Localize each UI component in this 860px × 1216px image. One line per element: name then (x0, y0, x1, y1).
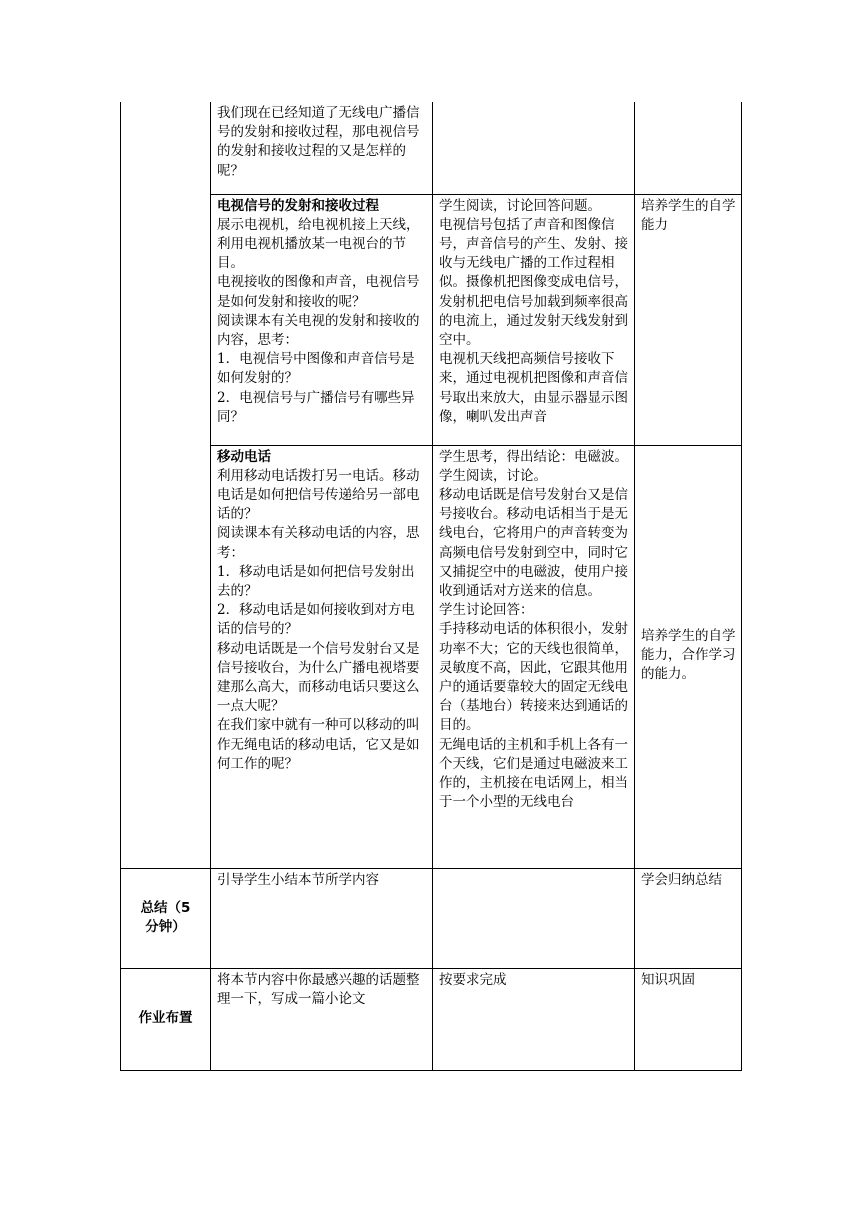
teacher-text: 1．移动电话是如何把信号发射出去的？ (217, 563, 415, 599)
teacher-text: 我们现在已经知道了无线电广播信号的发射和接收过程，那电视信号的发射和接收过程的又是怎样的呢？ (217, 105, 420, 179)
design-intent-cell: 知识巩固 (635, 968, 742, 1070)
stage-cell: 总结（5分钟） (121, 868, 211, 968)
section-title: 移动电话 (217, 448, 271, 465)
design-intent-cell: 学会归纳总结 (635, 868, 742, 968)
student-text: 学生讨论回答： (439, 602, 534, 619)
table-row (121, 102, 742, 194)
student-text: 学生阅读，讨论。 (439, 467, 547, 484)
teacher-activity-cell (211, 194, 433, 445)
student-activity-cell (433, 194, 635, 445)
student-text: 手持移动电话的体积很小，发射功率不大；它的天线也很简单，灵敏度不高，因此，它跟其他用户的通话要靠较大的固定无线电台（基地台）转接来达到通话的目的。 (439, 621, 628, 734)
teacher-text: 利用移动电话拨打另一电话。移动电话是如何把信号传递给另一部电话的？ (217, 467, 420, 523)
teacher-activity-cell: 将本节内容中你最感兴趣的话题整理一下，写成一篇小论文 (211, 968, 433, 1070)
student-text: 电视机天线把高频信号接收下来，通过电视机把图像和声音信号取出来放大，由显示器显示图像，喇叭发出声音 (439, 351, 628, 425)
teacher-text: 移动电话既是一个信号发射台又是信号接收台，为什么广播电视塔要建那么高大，而移动电话只要这么一点大呢？ (217, 640, 420, 715)
teacher-activity-cell (211, 445, 433, 868)
teacher-text: 1．电视信号中图像和声音信号是如何发射的？ (217, 351, 415, 387)
student-text: 学生思考，得出结论：电磁波。 (439, 448, 628, 465)
student-text: 电视信号包括了声音和图像信号，声音信号的产生、发射、接收与无线电广播的工作过程相似。摄像机把图像变成电信号，发射机把电信号加载到频率很高的电流上，通过发射天线发射到空中。 (439, 216, 628, 348)
student-text: 移动电话既是信号发射台又是信号接收台。移动电话相当于是无线电台，它将用户的声音转变为高频电信号发射到空中，同时它又捕捉空中的电磁波，使用户接收到通话对方送来的信息。 (439, 486, 628, 599)
table-row (121, 194, 742, 445)
teacher-text: 2．移动电话是如何接收到对方电话的信号的？ (217, 602, 415, 638)
teacher-text: 2．电视信号与广播信号有哪些异同？ (217, 389, 415, 425)
student-activity-cell: 按要求完成 (433, 968, 635, 1070)
lesson-plan-table (120, 102, 742, 1071)
student-activity-cell (433, 102, 635, 194)
teacher-activity-cell (211, 102, 433, 194)
teacher-text: 阅读课本有关移动电话的内容，思考： (217, 525, 420, 561)
student-activity-cell (433, 445, 635, 868)
section-title: 电视信号的发射和接收过程 (217, 197, 379, 214)
design-intent-cell: 培养学生的自学能力，合作学习的能力。 (635, 445, 742, 868)
student-text: 无绳电话的主机和手机上各有一个天线，它们是通过电磁波来工作的，主机接在电话网上，相当于一个小型的无线电台 (439, 736, 628, 811)
teacher-text: 电视接收的图像和声音，电视信号是如何发射和接收的呢？ (217, 274, 420, 310)
design-intent-cell: 培养学生的自学能力 (635, 194, 742, 445)
teacher-text: 阅读课本有关电视的发射和接收的内容，思考： (217, 312, 420, 348)
table-row (121, 445, 742, 868)
student-text: 学生阅读，讨论回答问题。 (439, 197, 601, 214)
stage-cell: 作业布置 (121, 968, 211, 1070)
table-row (121, 968, 742, 1070)
student-activity-cell (433, 868, 635, 968)
stage-cell (121, 102, 211, 868)
teacher-text: 在我们家中就有一种可以移动的叫作无绳电话的移动电话，它又是如何工作的呢？ (217, 717, 420, 772)
teacher-text: 展示电视机，给电视机接上天线，利用电视机播放某一电视台的节目。 (217, 216, 420, 272)
design-intent-cell (635, 102, 742, 194)
teacher-activity-cell: 引导学生小结本节所学内容 (211, 868, 433, 968)
table-row (121, 868, 742, 968)
